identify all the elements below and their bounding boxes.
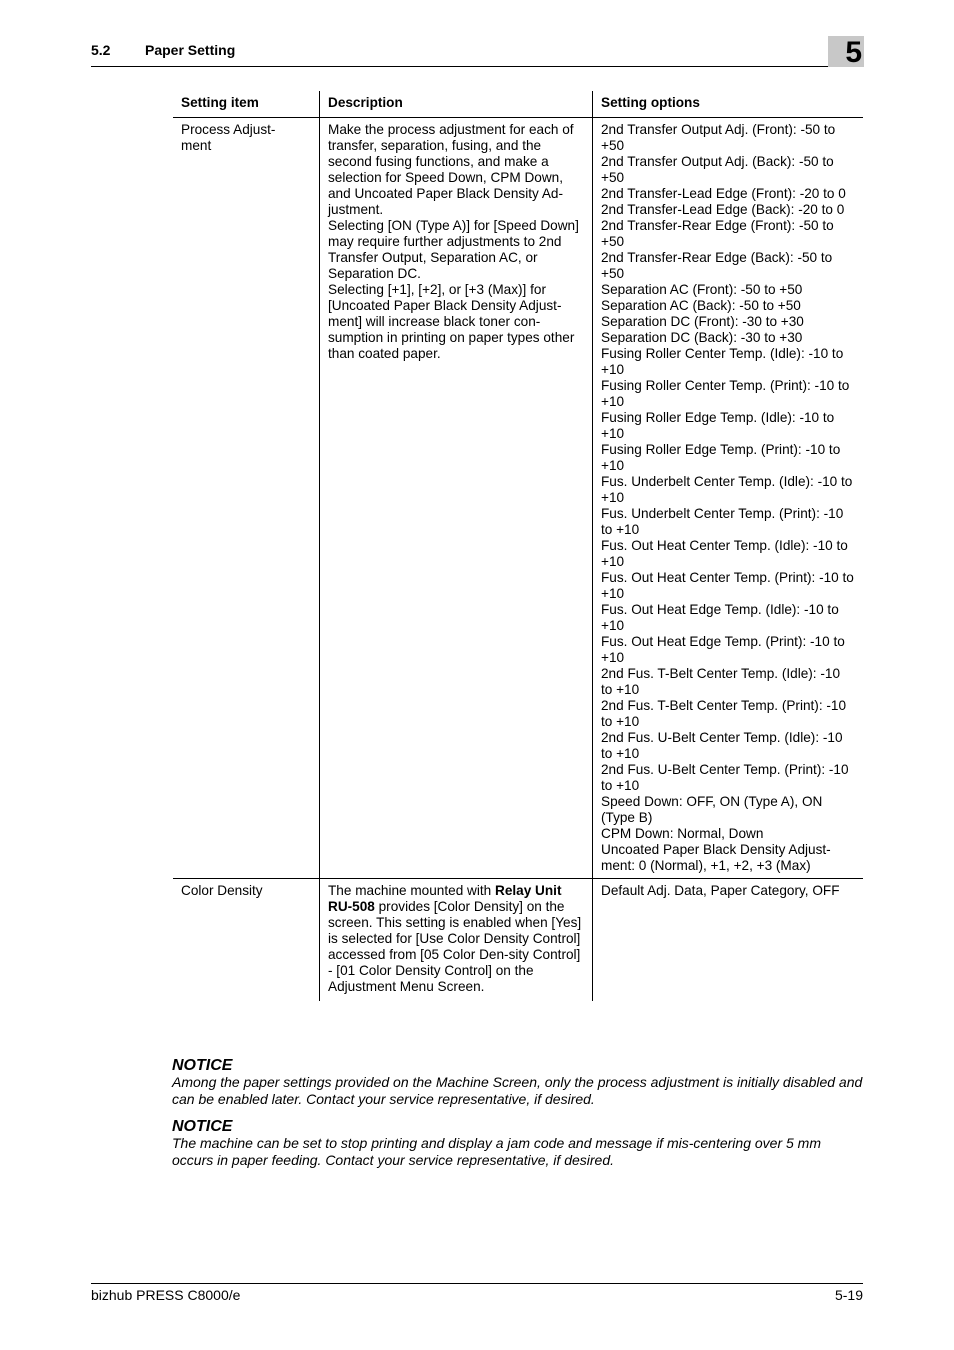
setting-option: Fus. Out Heat Edge Temp. (Print): -10 to +10 [601,634,845,665]
setting-options-cell [593,118,864,879]
description-text: Make the process adjustment for each of transfer, separation, fusing, and the second fusing functions, and make a selection for Speed Down, CPM Down, and Uncoated Paper Black Density Ad-justment. Selecting [ON (Type A)] for [Speed Down] may require further adjustments to 2nd Transfer Output, Separation AC, or Separation DC. Selecting [+1], [+2], or [+3 (Max)] for [Uncoated Paper Black Density Adjust-ment] will increase black toner con-sumption in printing on paper types other than coated paper. [328,122,579,361]
setting-option: 2nd Transfer-Rear Edge (Front): -50 to +50 [601,218,834,249]
setting-option: 2nd Transfer-Lead Edge (Back): -20 to 0 [601,202,845,217]
footer-product: bizhub PRESS C8000/e [91,1287,241,1303]
setting-option: 2nd Fus. U-Belt Center Temp. (Idle): -10 to +10 [601,730,843,761]
setting-option: Fus. Out Heat Edge Temp. (Idle): -10 to +10 [601,602,839,633]
description-text-bold: Relay Unit RU-508 [328,883,562,914]
setting-option: 2nd Fus. U-Belt Center Temp. (Print): -10 to +10 [601,762,849,793]
setting-option: Fusing Roller Center Temp. (Print): -10 to +10 [601,378,850,409]
setting-option: Default Adj. Data, Paper Category, OFF [601,883,840,898]
setting-option: 2nd Fus. T-Belt Center Temp. (Idle): -10 to +10 [601,666,841,697]
footer-page-number: 5-19 [834,1287,863,1303]
setting-option: Separation DC (Back): -30 to +30 [601,330,803,345]
page-header [91,42,863,67]
chapter-badge: 5 [828,36,864,67]
setting-option: Speed Down: OFF, ON (Type A), ON (Type B) [601,794,823,825]
notice-text: The machine can be set to stop printing and display a jam code and message if mis-centering over 5 mm occurs in paper feeding. Contact your service representative, if desired. [172,1135,821,1168]
page-footer [91,1283,863,1303]
setting-option: 2nd Transfer Output Adj. (Back): -50 to +50 [601,154,834,185]
column-header-setting-item: Setting item [173,91,320,118]
setting-option: Fusing Roller Edge Temp. (Idle): -10 to +10 [601,410,835,441]
description-text-pre: The machine mounted with [328,883,495,898]
setting-option: 2nd Transfer-Rear Edge (Back): -50 to +50 [601,250,833,281]
notice-title: NOTICE [172,1118,233,1135]
notice-block [172,1118,864,1169]
setting-option: Separation DC (Front): -30 to +30 [601,314,804,329]
setting-option: 2nd Fus. T-Belt Center Temp. (Print): -10 to +10 [601,698,847,729]
setting-option: Fus. Out Heat Center Temp. (Idle): -10 to +10 [601,538,848,569]
column-header-setting-options: Setting options [593,91,864,118]
setting-item-name: Process Adjust- ment [181,122,276,153]
setting-option: 2nd Transfer-Lead Edge (Front): -20 to 0 [601,186,846,201]
notice-text: Among the paper settings provided on the Machine Screen, only the process adjustment is initially disabled and can be enabled later. Contact your service representative, if desired. [172,1074,863,1107]
setting-option: Separation AC (Back): -50 to +50 [601,298,801,313]
setting-options-cell [593,879,864,1002]
column-header-description: Description [320,91,593,118]
setting-item-cell [173,118,320,879]
table-row [173,879,863,1002]
description-cell [320,879,593,1002]
table-row [173,118,863,879]
setting-item-name: Color Density [181,883,263,898]
settings-table [173,91,863,1001]
options-list [601,883,855,899]
section-number: 5.2 [91,42,111,58]
notice-title: NOTICE [172,1057,233,1074]
setting-option: Fusing Roller Edge Temp. (Print): -10 to +10 [601,442,841,473]
setting-option: Fus. Underbelt Center Temp. (Print): -10 to +10 [601,506,844,537]
setting-item-cell [173,879,320,1002]
table-header-row [173,91,863,118]
options-list [601,122,855,874]
notice-block [172,1057,864,1108]
setting-option: Fus. Out Heat Center Temp. (Print): -10 to +10 [601,570,854,601]
setting-option: Uncoated Paper Black Density Adjust-ment: 0 (Normal), +1, +2, +3 (Max) [601,842,831,873]
setting-option: Fus. Underbelt Center Temp. (Idle): -10 to +10 [601,474,853,505]
description-cell [320,118,593,879]
setting-option: 2nd Transfer Output Adj. (Front): -50 to +50 [601,122,836,153]
setting-option: CPM Down: Normal, Down [601,826,764,841]
setting-option: Fusing Roller Center Temp. (Idle): -10 to +10 [601,346,844,377]
setting-option: Separation AC (Front): -50 to +50 [601,282,803,297]
section-title: Paper Setting [145,42,236,58]
description-text-post: provides [Color Density] on the screen. This setting is enabled when [Yes] is selected for [Use Color Density Control] accessed from [05 Color Den-sity Control] - [01 Color Density Control] on the Adjustment Menu Screen. [328,899,582,994]
